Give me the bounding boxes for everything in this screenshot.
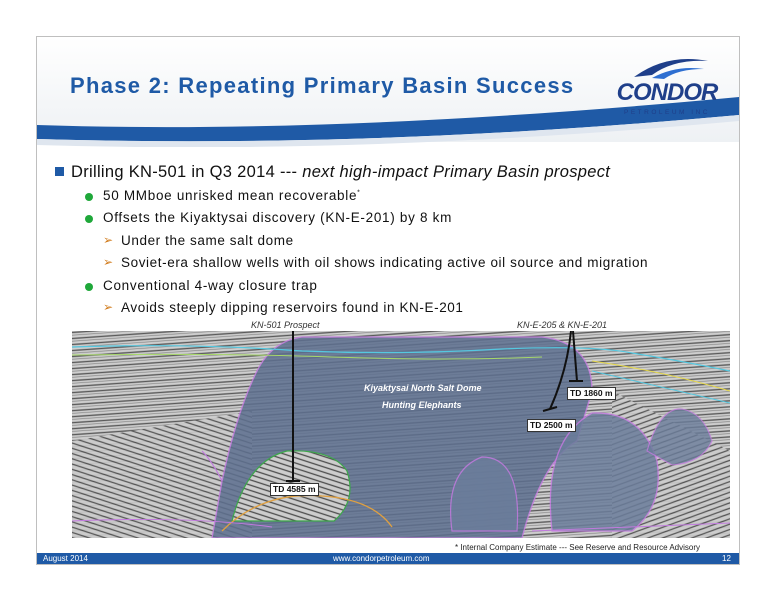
bullet-main-text: Drilling KN-501 in Q3 2014 --- [71, 163, 303, 181]
dot-bullet-icon [85, 215, 93, 223]
bullet-1 [103, 188, 361, 203]
td-2500-label: TD 2500 m [527, 419, 576, 432]
bullet-3: Conventional 4-way closure trap [103, 278, 318, 293]
slide-title: Phase 2: Repeating Primary Basin Success [70, 73, 575, 98]
logo-wordmark: CONDOR [616, 79, 718, 106]
bullet-1-text: 50 MMboe unrisked mean recoverable [103, 188, 358, 203]
arrow-bullet-icon: ➢ [103, 233, 114, 247]
bullet-2-1: Under the same salt dome [121, 233, 294, 248]
dot-bullet-icon [85, 193, 93, 201]
footer-bar [37, 553, 739, 564]
bullet-3-1: Avoids steeply dipping reservoirs found in KN-E-201 [121, 300, 464, 315]
td-1860-label: TD 1860 m [567, 387, 616, 400]
condor-logo [612, 53, 722, 129]
bullet-main [71, 163, 610, 182]
arrow-bullet-icon: ➢ [103, 255, 114, 269]
footer-url[interactable]: www.condorpetroleum.com [333, 554, 430, 563]
logo-subtitle: PETROLEUM INC [624, 109, 710, 116]
square-bullet-icon [55, 167, 64, 176]
seismic-section-image [72, 331, 730, 538]
seismic-section [72, 331, 730, 538]
dot-bullet-icon [85, 283, 93, 291]
td-4585-label: TD 4585 m [270, 483, 319, 496]
salt-dome-label: Kiyaktysai North Salt Dome [364, 383, 482, 393]
kn501-label: KN-501 Prospect [251, 320, 320, 330]
bullet-main-emphasis: next high-impact Primary Basin prospect [302, 163, 611, 181]
footer-date: August 2014 [43, 554, 88, 563]
asterisk-mark: * [357, 189, 361, 197]
footnote: * Internal Company Estimate --- See Reserve and Resource Advisory [455, 543, 700, 552]
footer-page-number: 12 [722, 554, 731, 563]
slide [36, 36, 740, 565]
salt-dome-sublabel: Hunting Elephants [382, 400, 462, 410]
kne-wells-label: KN-E-205 & KN-E-201 [517, 320, 608, 330]
arrow-bullet-icon: ➢ [103, 300, 114, 314]
bullet-2-2: Soviet-era shallow wells with oil shows indicating active oil source and migration [121, 255, 649, 270]
bullet-2: Offsets the Kiyaktysai discovery (KN-E-201) by 8 km [103, 210, 453, 225]
